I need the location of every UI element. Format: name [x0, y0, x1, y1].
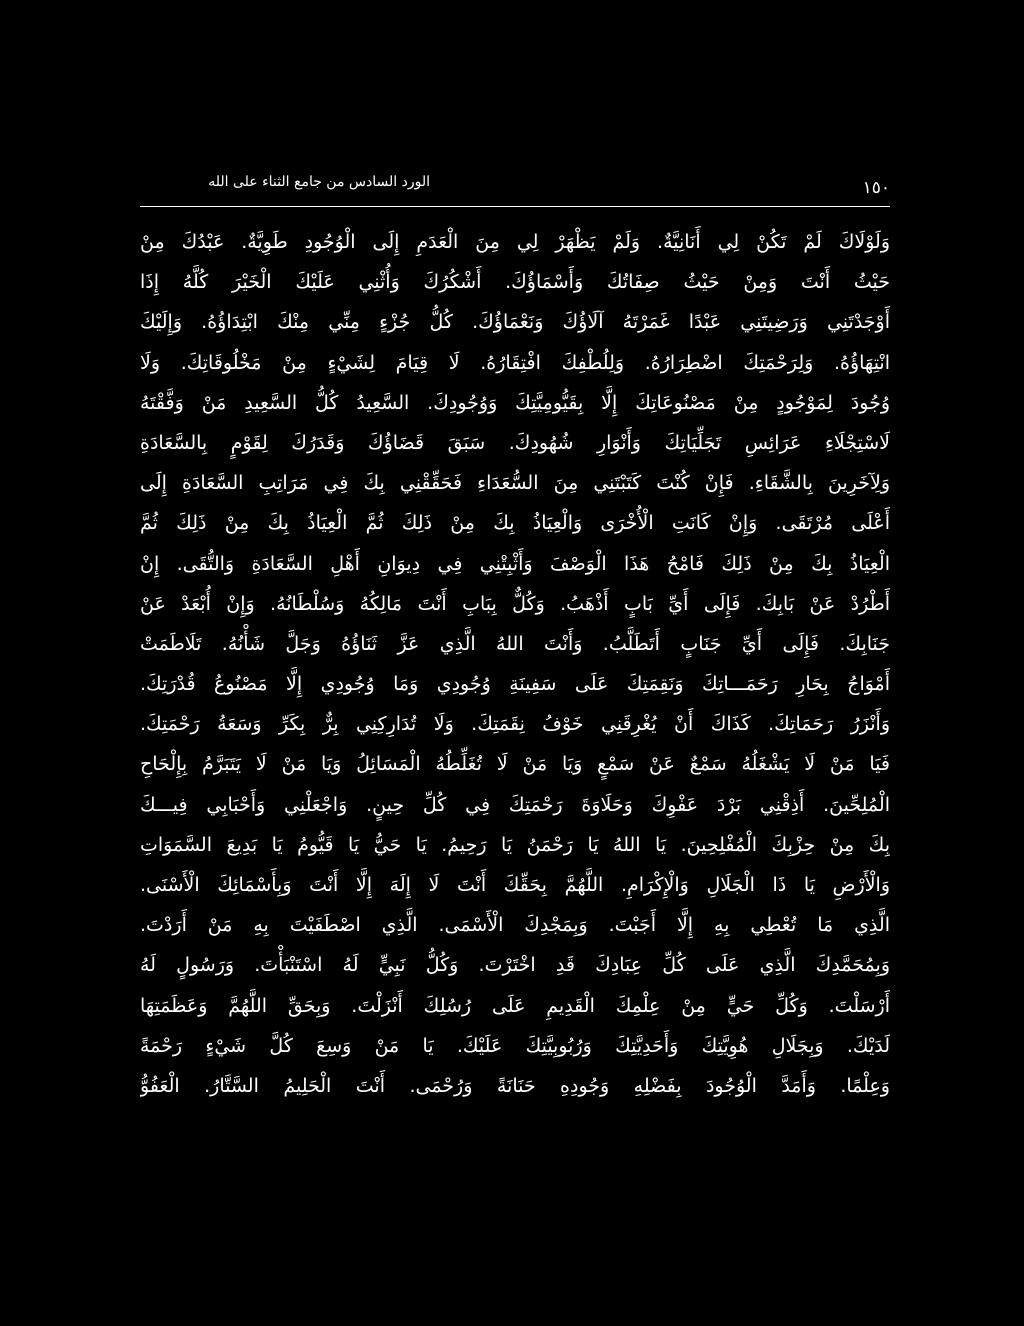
- page-number: ١٥٠: [862, 178, 890, 198]
- text-line: حَيْثُ أَنْتَ وَمِنْ حَيْثُ صِفَاتُكَ وَأَسْمَاؤُكَ. أَشْكُرُكَ وَأُثْنِي عَلَيْكَ الْخَيْرَ كُلَّهُ إِذَا: [140, 271, 890, 294]
- header-title: الورد السادس من جامع الثناء على الله: [208, 174, 430, 190]
- header-divider: [140, 206, 890, 207]
- text-line: انْتِهَاؤُهُ. وَلِرَحْمَتِكَ اضْطِرَارُهُ. وَلِلُطْفِكَ افْتِقَارُهُ. لَا قِيَامَ لِشَيْءٍ مِنْ مَخْلُوقَاتِكَ. وَلَا: [140, 351, 890, 374]
- text-line: وَلَوْلَاكَ لَمْ تَكُنْ لِي أَنَانِيَّةٌ. وَلَمْ يَظْهَرْ لِي مِنَ الْعَدَمِ إِلَى الْوُجُودِ طَوِيَّةٌ. عَبْدُكَ مِنْ: [140, 231, 890, 253]
- text-line: وَالْأَرْضِ يَا ذَا الْجَلَالِ وَالْإِكْرَامِ. اللَّهُمَّ بِحَقِّكَ أَنْتَ لَا إِلَهَ إِلَّا أَنْتَ وَبِأَسْمَائِكَ الْأَسْنَى.: [140, 874, 890, 896]
- text-line: وَأَنْزَرُ رَحَمَاتِكَ. كَذَاكَ أَنْ يُغْرِقَنِي خَوْفُ نِقَمَتِكَ. وَلَا تُدَارِكِنِي بِرٌّ بِكَرِّ وَسَعَةُ رَحْمَتِكَ.: [140, 713, 890, 736]
- text-line: الْمُلِحِّينَ. أَذِقْنِي بَرْدَ عَفْوِكَ وَحَلَاوَةَ رَحْمَتِكَ فِي كُلِّ حِينٍ. وَاجْعَلْنِي وَأَحْبَابِي فِيـــكَ: [140, 793, 890, 816]
- text-line: لَاسْتِجْلَاءِ عَرَائِسِ تَجَلِّيَاتِكَ وَأَنْوَارِ شُهُودِكَ. سَبَقَ قَضَاؤُكَ وَقَدَرُكَ لِقَوْمٍ بِالسَّعَادَةِ: [140, 431, 890, 454]
- text-line: أَرْسَلْتَ. وَكُلِّ حَيٍّ مِنْ عِلْمِكَ الْقَدِيمِ عَلَى رُسُلِكَ أَنْزَلْتَ. وَبِحَقِّ اللَّهُمَّ وَعَظَمَتِهَا: [140, 994, 890, 1017]
- text-line: أَعْلَى مُرْتَقَى. وَإِنْ كَانَتِ الْأُخْرَى وَالْعِيَاذُ بِكَ مِنْ ذَلِكَ ثُمَّ الْعِيَاذُ بِكَ مِنْ ذَلِكَ ثُمَّ: [140, 512, 890, 535]
- text-line: لَدَيْكَ. وَبِجَلَالِ هُوِيَّتِكَ وَأَحَدِيَّتِكَ وَرُبُوبِيَّتِكَ عَلَيْكَ. يَا مَنْ وَسِعَ كُلَّ شَيْءٍ رَحْمَةً: [140, 1034, 890, 1057]
- text-line: الْعِيَاذُ بِكَ مِنْ ذَلِكَ فَامْحُ هَذَا الْوَصْفَ وَأَثْبِتْنِي فِي دِيوَانِ أَهْلِ السَّعَادَةِ وَالتُّقَى. إِنْ: [140, 552, 890, 575]
- text-line: وُجُودَ لِمَوْجُودٍ مِنْ مَصْنُوعَاتِكَ إِلَّا بِقَيُّومِيَّتِكَ وَوُجُودِكَ. السَّعِيدُ كُلُّ السَّعِيدِ مَنْ وَفَّقْتَهُ: [140, 391, 890, 414]
- text-line: وَبِمُحَمَّدِكَ الَّذِي عَلَى كُلِّ عِبَادِكَ قَدِ اخْتَرْتَ. وَكُلُّ نَبِيٍّ لَهُ اسْتَنْبَأْتَ. وَرَسُولٍ لَهُ: [140, 954, 890, 977]
- text-line: وَلِآخَرِينَ بِالشَّقَاءِ. فَإِنْ كُنْتَ كَتَبْتَنِي مِنَ السُّعَدَاءِ فَحَقِّقْنِي بِكَ فِي مَرَاتِبِ السَّعَادَةِ إِلَى: [140, 472, 890, 495]
- text-line: جَنَابِكَ. فَإِلَى أَيِّ جَنَابٍ أَتَطَلَّبُ. وَأَنْتَ اللهُ الَّذِي عَزَّ ثَنَاؤُهُ وَجَلَّ شَأْنُهُ. تَلَاطَمَتْ: [140, 632, 890, 655]
- text-line: فَيَا مَنْ لَا يَشْغَلُهُ سَمْعٌ عَنْ سَمْعٍ وَيَا مَنْ لَا تُغَلِّطُهُ الْمَسَائِلُ وَيَا مَنْ لَا يَتَبَرَّمُ بِإِلْحَاحِ: [140, 753, 890, 776]
- text-line: أَوْجَدْتَنِي وَرَضِيتَنِي عَبْدًا غَمَرْتَهُ آلَاؤُكَ وَنَعْمَاؤُكَ. كُلُّ جُزْءٍ مِنِّي مِنْكَ ابْتِدَاؤُهُ. وَإِلَيْكَ: [140, 311, 890, 334]
- text-line: بِكَ مِنْ حِزْبِكَ الْمُفْلِحِينَ. يَا اللهُ يَا رَحْمَنُ يَا رَحِيمُ. يَا حَيُّ يَا قَيُّومُ يَا بَدِيعَ السَّمَوَاتِ: [140, 833, 890, 856]
- text-line: الَّذِي مَا تُعْطِي بِهِ إِلَّا أَجَبْتَ. وَبِمَجْدِكَ الْأَسْمَى. الَّذِي اصْطَفَيْتَ بِهِ مَنْ أَرَدْتَ.: [140, 914, 890, 937]
- text-line: أَمْوَاجُ بِحَارِ رَحَمَـــاتِكَ وَنَقِمَتِكَ عَلَى سَفِينَةِ وُجُودِي وَمَا وُجُودِي إِلَّا مَصْنُوعُ قُدْرَتِكَ.: [140, 673, 890, 696]
- text-line: أَطْرُدْ عَنْ بَابِكَ. فَإِلَى أَيِّ بَابٍ أَذْهَبُ. وَكُلٌّ بِبَابِ أَنْتَ مَالِكُهُ وَسُلْطَانُهُ. وَإِنْ أُبْعَدْ عَنْ: [140, 592, 890, 615]
- body-text: [140, 222, 890, 1106]
- running-header: [140, 168, 890, 208]
- text-line: وَعِلْمًا. وَأَمَدَّ الْوُجُودَ بِفَضْلِهِ وَجُودِهِ حَنَانَةً وَرُحْمَى. أَنْتَ الْحَلِيمُ السَّتَّارُ. الْعَفُوُّ: [140, 1074, 890, 1097]
